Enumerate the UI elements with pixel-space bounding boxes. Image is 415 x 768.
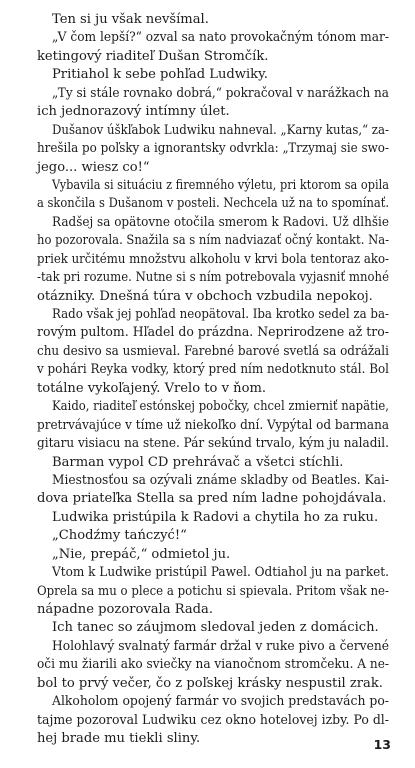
text-line: hej brade mu tiekli sliny. [37,731,201,747]
text-line: Kaido, riaditeľ estónskej pobočky, chcel zmierniť napätie, [52,399,389,415]
text-line: Vtom k Ludwike pristúpil Pawel. Odtiahol ju na parket. [52,565,389,581]
text-line: Oprela sa mu o plece a potichu si spievala. Pritom však ne- [37,583,389,599]
text-line: Alkoholom opojený farmár vo svojich predstavách po- [52,694,390,710]
text-line: Ludwika pristúpila k Radovi a chytila ho za ruku. [52,509,379,525]
text-line: jego... wiesz co!“ [37,159,150,175]
text-line: dova priateľka Stella sa pred ním ladne pohojdávala. [37,491,387,507]
text-line: ich jednorazový intímny úlet. [37,104,230,120]
text-line: Rado však jej pohľad neopätoval. Iba krotko sedel za ba- [52,307,389,322]
page-body [37,11,389,749]
text-line: hrešila po poľsky a ignorantsky odvrkla: „Trzymaj sie swo- [37,141,390,157]
text-line: Radšej sa opätovne otočila smerom k Radovi. Už dlhšie [52,214,390,230]
text-line: otázniky. Dnešná túra v obchoch vzbudila nepokoj. [37,288,373,304]
text-line: Ten si ju však nevšímal. [52,12,209,27]
text-line: a skončila s Dušanom v posteli. Nechcela už na to spomínať. [37,196,390,212]
text-line: oči mu žiarili ako sviečky na vianočnom stromčeku. A ne- [37,657,389,673]
text-line: bol to prvý večer, čo z poľskej krásky nespustil zrak. [37,675,383,691]
text-line: Vybavila si situáciu z firemného výletu, pri ktorom sa opila [52,177,389,193]
text-line: gitaru visiacu na stene. Pár sekúnd trvalo, kým ju naladil. [37,436,389,452]
text-line: „V čom lepší?“ ozval sa nato provokačným tónom mar- [52,30,389,46]
text-line: pretrvávajúce v tíme už niekoľko dní. Vypýtal od barmana [37,417,389,433]
text-line: tajme pozoroval Ludwiku cez okno hotelovej izby. Po dl- [37,712,390,728]
text-line: „Chodźmy tańczyć!“ [52,528,187,544]
page-number: 13 [373,737,391,752]
text-line: v pohári Reyka vodky, ktorý pred ním nedotknuto stál. Bol [37,362,389,378]
text-line: Barman vypol CD prehrávač a všetci stíchli. [52,454,344,470]
text-line: chu desivo sa usmieval. Farebné barové svetlá sa odrážali [37,343,389,359]
text-line: Holohlavý svalnatý farmár držal v ruke pivo a červené [52,638,390,654]
text-line: ho pozorovala. Snažila sa s ním nadviazať očný kontakt. Na- [37,233,390,249]
text-line: totálne vykoľajený. Vrelo to v ňom. [37,380,267,396]
text-line: rovým pultom. Hľadel do prázdna. Neprirodzene až tro- [37,325,389,341]
text-line: -tak pri rozume. Nutne si s ním potrebovala vyjasniť mnohé [37,270,389,286]
text-line: Miestnosťou sa ozývali známe skladby od Beatles. Kai- [52,472,390,488]
text-line: „Nie, prepáč,“ odmietol ju. [52,546,231,562]
text-line: Ich tanec so záujmom sledoval jeden z domácich. [52,620,379,636]
text-line: Dušanov úškľabok Ludwiku nahneval. „Karny kutas,“ za- [52,122,389,138]
text-line: Pritiahol k sebe pohľad Ludwiky. [52,67,268,83]
text-line: priek určitému množstvu alkoholu v krvi bola tentoraz ako- [37,251,389,267]
text-line: „Ty si stále rovnako dobrá,“ pokračoval v narážkach na [52,85,389,101]
text-line: nápadne pozorovala Rada. [37,602,214,617]
text-line: ketingový riaditeľ Dušan Stromčík. [37,48,269,64]
